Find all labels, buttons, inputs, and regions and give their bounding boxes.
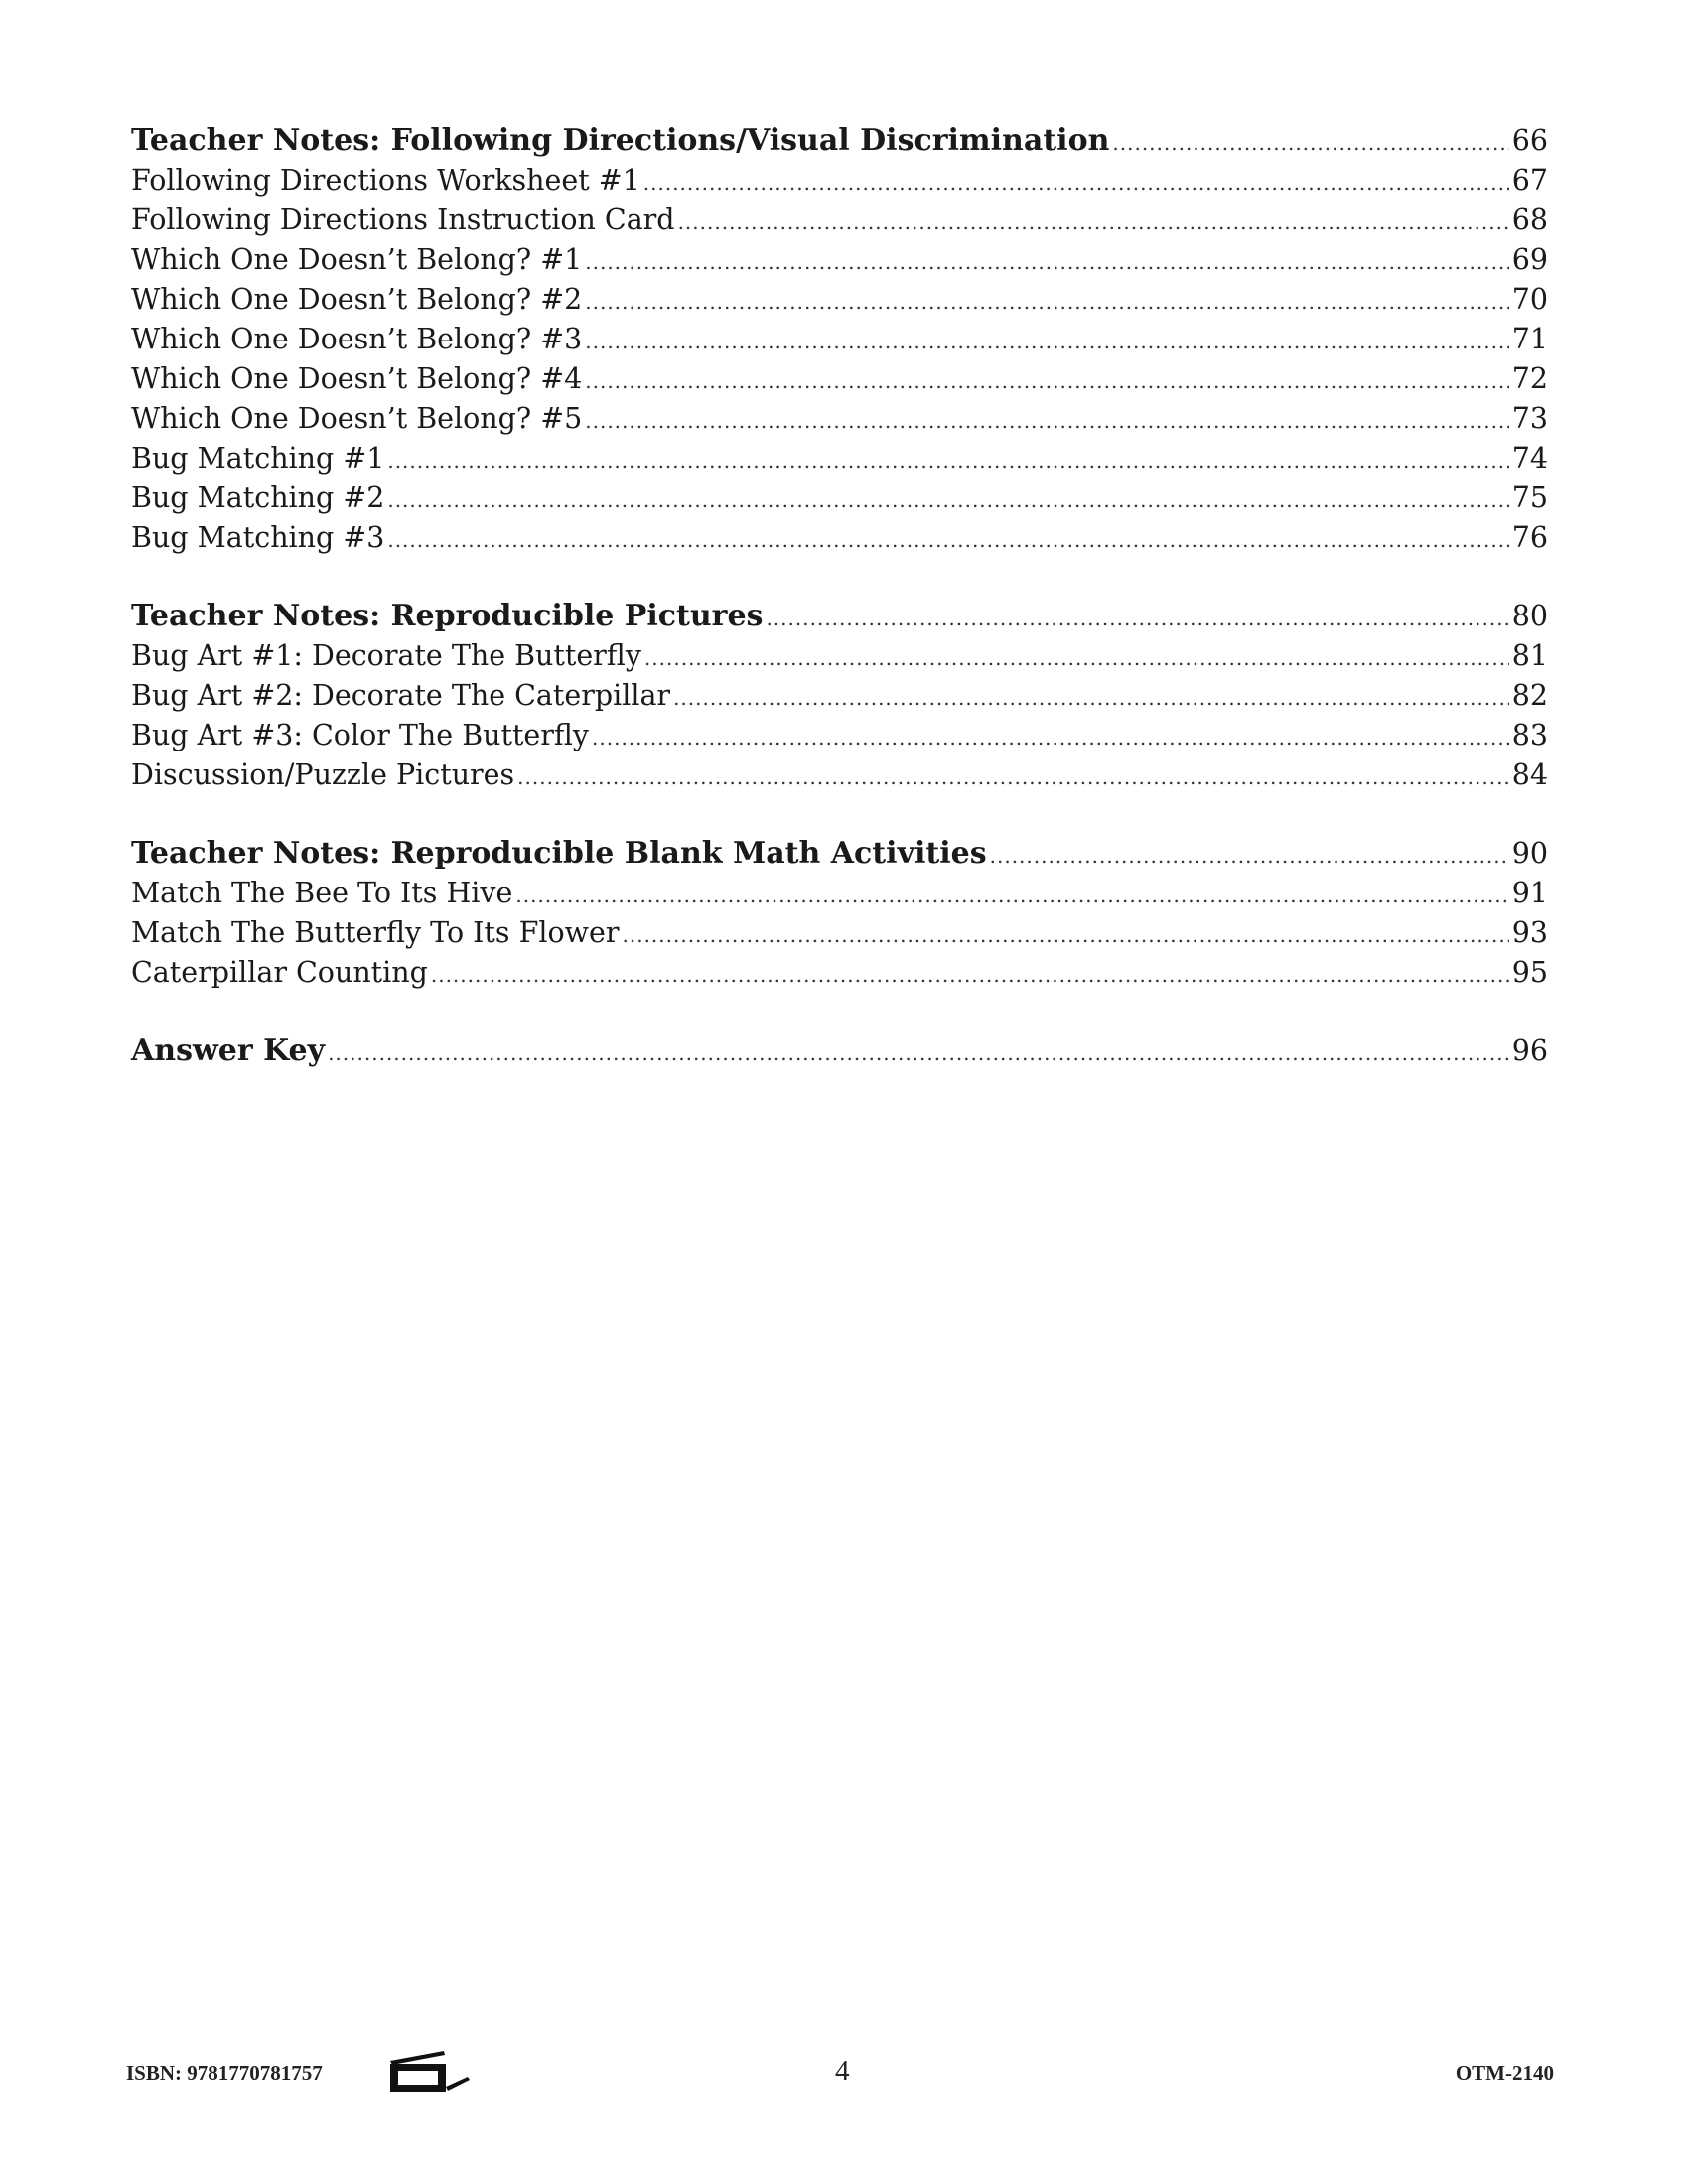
- toc-entry: [131, 359, 1548, 399]
- toc-entry-title: Which One Doesn’t Belong? #4: [131, 362, 583, 395]
- toc-entry: [131, 240, 1548, 280]
- toc-page-number: 67: [1511, 164, 1548, 197]
- dot-leader: [623, 915, 1509, 955]
- page-number: 4: [835, 2055, 850, 2087]
- toc-entry-title: Discussion/Puzzle Pictures: [131, 758, 515, 791]
- toc-entry-title: Following Directions Instruction Card: [131, 204, 675, 236]
- toc-page-number: 76: [1511, 521, 1548, 554]
- dot-leader: [585, 361, 1508, 401]
- toc-page-number: 83: [1511, 719, 1548, 751]
- dot-leader: [644, 638, 1509, 678]
- dot-leader: [387, 441, 1508, 480]
- toc-heading-title: Teacher Notes: Following Directions/Visual Discrimination: [131, 123, 1110, 158]
- toc-page-number: 69: [1511, 243, 1548, 276]
- toc-heading-title: Teacher Notes: Reproducible Pictures: [131, 599, 764, 633]
- toc-entry-title: Bug Art #1: Decorate The Butterfly: [131, 639, 641, 672]
- toc-page-number: 66: [1511, 124, 1548, 157]
- toc-page-number: 93: [1511, 916, 1548, 949]
- toc-entry-title: Which One Doesn’t Belong? #3: [131, 323, 583, 355]
- toc-page-number: 95: [1511, 956, 1548, 989]
- toc-entry-title: Which One Doesn’t Belong? #2: [131, 283, 583, 316]
- toc-page-number: 90: [1511, 837, 1548, 870]
- dot-leader: [990, 836, 1509, 876]
- dot-leader: [328, 1033, 1509, 1073]
- toc-page-number: 68: [1511, 204, 1548, 236]
- dot-leader: [585, 401, 1508, 441]
- dot-leader: [585, 322, 1508, 361]
- toc-page-number: 80: [1511, 600, 1548, 632]
- dot-leader: [585, 282, 1508, 322]
- toc-entry-title: Bug Matching #2: [131, 481, 385, 514]
- toc-page-number: 96: [1511, 1034, 1548, 1067]
- dot-leader: [678, 203, 1509, 242]
- toc-entry: [131, 755, 1548, 795]
- dot-leader: [1112, 123, 1508, 163]
- dot-leader: [673, 678, 1509, 718]
- toc-entry: [131, 280, 1548, 320]
- dot-leader: [766, 599, 1508, 638]
- publisher-logo-icon: [382, 2047, 482, 2097]
- toc-entry: [131, 953, 1548, 993]
- toc-page-number: 72: [1511, 362, 1548, 395]
- dot-leader: [517, 757, 1509, 797]
- toc-entry-title: Bug Art #2: Decorate The Caterpillar: [131, 679, 671, 712]
- toc-heading-title: Answer Key: [131, 1033, 326, 1068]
- toc-entry-title: Match The Bee To Its Hive: [131, 877, 513, 909]
- toc-entry: [131, 439, 1548, 478]
- toc-entry: [131, 201, 1548, 240]
- toc-section: [131, 121, 1548, 558]
- toc-entry: [131, 636, 1548, 676]
- toc-section-heading: [131, 121, 1548, 161]
- toc-entry-title: Match The Butterfly To Its Flower: [131, 916, 620, 949]
- page-footer: [126, 2043, 1554, 2103]
- toc-entry-title: Following Directions Worksheet #1: [131, 164, 640, 197]
- toc-page-number: 75: [1511, 481, 1548, 514]
- toc-entry: [131, 676, 1548, 716]
- toc-page-number: 74: [1511, 442, 1548, 475]
- toc-page-number: 84: [1511, 758, 1548, 791]
- toc-page-number: 91: [1511, 877, 1548, 909]
- toc-entry: [131, 478, 1548, 518]
- toc-section: [131, 834, 1548, 993]
- toc-section-heading: [131, 597, 1548, 636]
- toc-entry-title: Bug Art #3: Color The Butterfly: [131, 719, 590, 751]
- dot-leader: [592, 718, 1509, 757]
- toc-entry-title: Bug Matching #3: [131, 521, 385, 554]
- toc-entry: [131, 399, 1548, 439]
- toc-entry-title: Which One Doesn’t Belong? #5: [131, 402, 583, 435]
- toc-page-number: 70: [1511, 283, 1548, 316]
- toc-entry: [131, 716, 1548, 755]
- dot-leader: [585, 242, 1508, 282]
- toc-heading-title: Teacher Notes: Reproducible Blank Math Activities: [131, 836, 987, 871]
- toc-page-number: 82: [1511, 679, 1548, 712]
- toc-section: [131, 597, 1548, 795]
- toc-page-number: 73: [1511, 402, 1548, 435]
- dot-leader: [387, 480, 1508, 520]
- toc-section-heading: [131, 834, 1548, 874]
- isbn-text: ISBN: 9781770781757: [126, 2061, 323, 2085]
- toc-entry-title: Caterpillar Counting: [131, 956, 428, 989]
- toc-page-number: 81: [1511, 639, 1548, 672]
- toc-entry: [131, 913, 1548, 953]
- dot-leader: [431, 955, 1509, 995]
- toc-entry-title: Bug Matching #1: [131, 442, 385, 475]
- toc-entry: [131, 161, 1548, 201]
- toc-entry: [131, 518, 1548, 558]
- toc-entry: [131, 320, 1548, 359]
- product-code: OTM-2140: [1455, 2061, 1554, 2085]
- toc-section: [131, 1031, 1548, 1071]
- dot-leader: [515, 876, 1508, 915]
- dot-leader: [643, 163, 1509, 203]
- toc-section-heading: [131, 1031, 1548, 1071]
- toc-page-number: 71: [1511, 323, 1548, 355]
- toc-entry: [131, 874, 1548, 913]
- toc-entry-title: Which One Doesn’t Belong? #1: [131, 243, 583, 276]
- table-of-contents: [131, 121, 1548, 1110]
- dot-leader: [387, 520, 1508, 560]
